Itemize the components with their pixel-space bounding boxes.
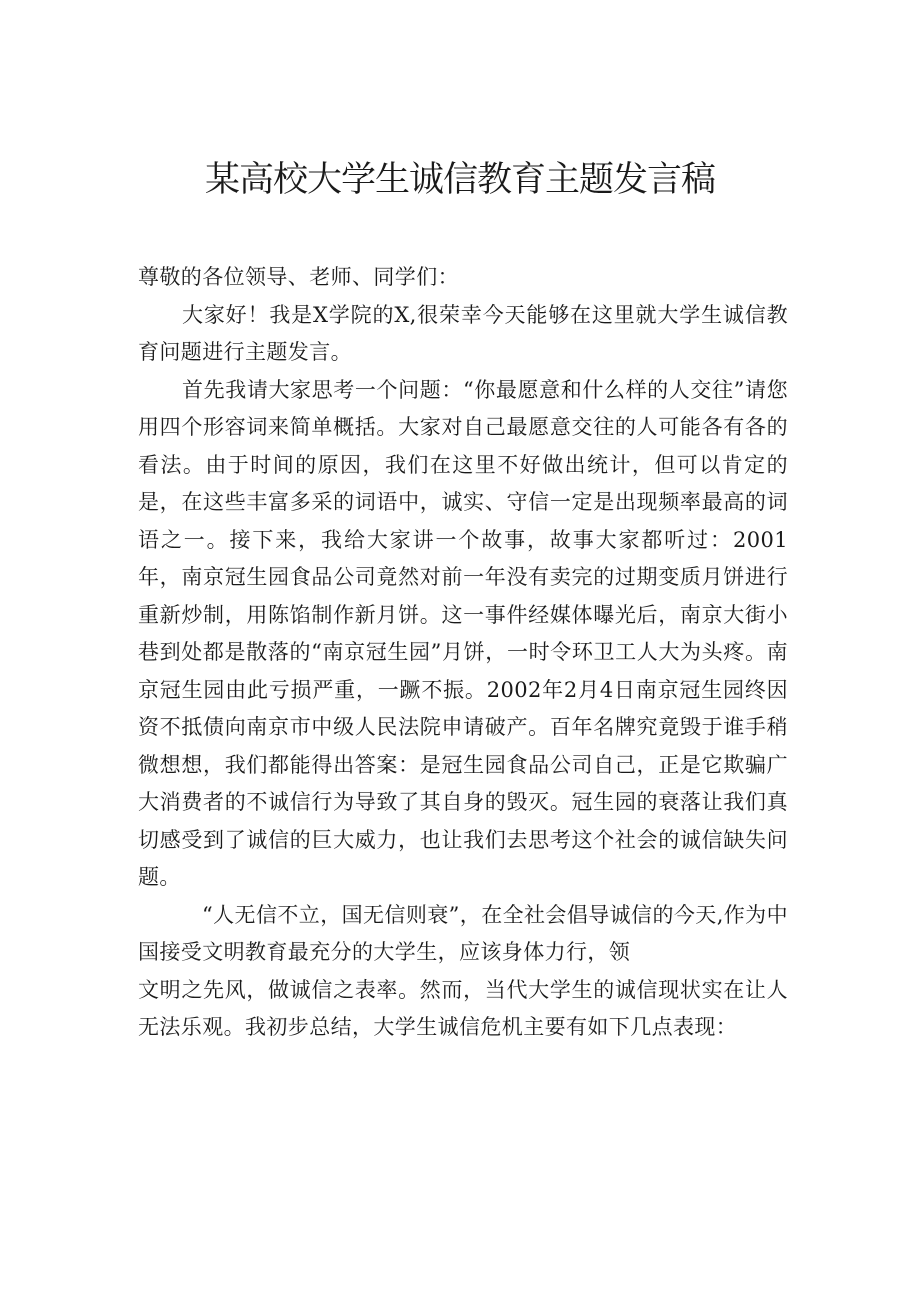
document-title: 某高校大学生诚信教育主题发言稿 — [204, 160, 715, 200]
paragraph-greeting: 大家好！我是X学院的X,很荣幸今天能够在这里就大学生诚信教育问题进行主题发言。 — [138, 302, 788, 364]
paragraph-story: 首先我请大家思考一个问题：“你最愿意和什么样的人交往”请您用四个形容词来简单概括。大家对自己最愿意交往的人可能各有各的看法。由于时间的原因，我们在这里不好做出统计，但可以肯定的是，在这些丰富多采的词语中，诚实、守信一定是出现频率最高的词语之一。接下来，我给大家讲一个故事，故事大家都听过：2001年，南京冠生园食品公司竟然对前一年没有卖完的过期变质月饼进行重新炒制，用陈馅制作新月饼。这一事件经媒体曝光后，南京大街小巷到处都是散落的“南京冠生园”月饼，一时令环卫工人大为头疼。南京冠生园由此亏损严重，一蹶不振。2002年2月4日南京冠生园终因资不抵债向南京市中级人民法院申请破产。百年名牌究竟毁于谁手稍微想想，我们都能得出答案：是冠生园食品公司自己，正是它欺骗广大消费者的不诚信行为导致了其自身的毁灭。冠生园的衰落让我们真切感受到了诚信的巨大威力，也让我们去思考这个社会的诚信缺失问题。 — [138, 377, 788, 889]
paragraph-proverb: “人无信不立，国无信则衰”，在全社会倡导诚信的今天,作为中国接受文明教育最充分的大学生，应该身体力行，领 — [138, 902, 788, 964]
paragraph-continuation: 文明之先风，做诚信之表率。然而，当代大学生的诚信现状实在让人无法乐观。我初步总结，大学生诚信危机主要有如下几点表现： — [138, 977, 788, 1039]
document-body — [138, 259, 788, 1047]
salutation: 尊敬的各位领导、老师、同学们： — [138, 265, 459, 289]
